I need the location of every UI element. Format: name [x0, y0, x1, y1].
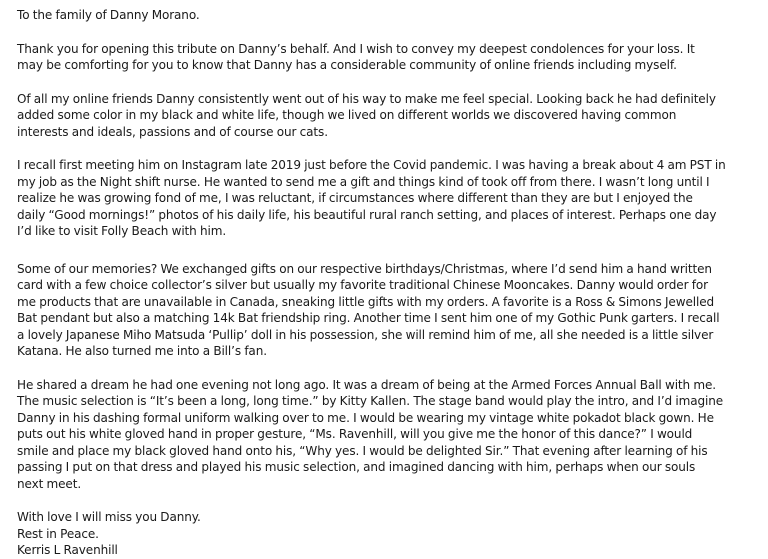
text-line: a lovely Japanese Miho Matsuda ‘Pullip’ doll in his possession, she will remind him of me, all she needed is a little silver: [17, 327, 714, 342]
text-line: I’d like to visit Folly Beach with him.: [17, 224, 227, 238]
text-line: realize he was growing fond of me, I was reluctant, if circumstances where different than they are but I enjoyed the: [17, 191, 693, 205]
letter-closing: [17, 509, 765, 559]
paragraph-2: [17, 91, 765, 141]
paragraph-1: [17, 41, 765, 74]
closing-line: Rest in Peace.: [17, 526, 99, 541]
text-line: He shared a dream he had one evening not long ago. It was a dream of being at the Armed Forces Annual Ball with me.: [17, 377, 716, 392]
text-line: Bat pendant but also a matching 14k Bat friendship ring. Another time I sent him one of my Gothic Punk garters. I recall: [17, 311, 720, 325]
text-line: puts out his white gloved hand in proper gesture, “Ms. Ravenhill, will you give me the honor of this dance?” I would: [17, 427, 693, 441]
paragraph-3: [17, 157, 765, 240]
text-line: smile and place my black gloved hand onto his, “Why yes. I would be delighted Sir.” That evening after learning of his: [17, 443, 708, 458]
text-line: daily “Good mornings!” photos of his daily life, his beautiful rural ranch setting, and places of interest. Perhaps one day: [17, 207, 717, 222]
text-line: Thank you for opening this tribute on Danny’s behalf. And I wish to convey my deepest condolences for your loss. It: [17, 41, 695, 56]
text-line: added some color in my black and white life, though we lived on different worlds we discovered having common: [17, 108, 677, 122]
text-line: The music selection is “It’s been a long, long time.” by Kitty Kallen. The stage band would play the intro, and I’d imagine: [17, 394, 724, 408]
text-line: card with a few choice collector’s silver but usually my favorite traditional Chinese Mooncakes. Danny would order for: [17, 278, 708, 292]
text-line: Katana. He also turned me into a Bill’s fan.: [17, 344, 267, 358]
closing-line: With love I will miss you Danny.: [17, 510, 201, 524]
paragraph-5: [17, 377, 765, 493]
text-line: me products that are unavailable in Canada, sneaking little gifts with my orders. A favorite is a Ross & Simons Jewelled: [17, 294, 715, 309]
text-line: my job as the Night shift nurse. He wanted to send me a gift and things kind of took off from there. I wasn’t long until I: [17, 174, 710, 189]
tribute-letter: [17, 7, 765, 559]
letter-salutation: To the family of Danny Morano.: [17, 8, 200, 22]
text-line: next meet.: [17, 476, 82, 491]
text-line: may be comforting for you to know that Danny has a considerable community of online friends including myself.: [17, 58, 677, 72]
text-line: Danny in his dashing formal uniform walking over to me. I would be wearing my vintage white pokadot black gown. He: [17, 410, 714, 425]
text-line: passing I put on that dress and played his music selection, and imagined dancing with him, perhaps when our souls: [17, 460, 696, 474]
paragraph-4: [17, 261, 765, 360]
text-line: I recall first meeting him on Instagram late 2019 just before the Covid pandemic. I was having a break about 4 am PST in: [17, 158, 726, 172]
text-line: interests and ideals, passions and of course our cats.: [17, 124, 328, 139]
signature: Kerris L Ravenhill: [17, 543, 118, 557]
text-line: Some of our memories? We exchanged gifts on our respective birthdays/Christmas, where I’d send him a hand written: [17, 261, 712, 276]
text-line: Of all my online friends Danny consistently went out of his way to make me feel special. Looking back he had definitely: [17, 91, 716, 106]
